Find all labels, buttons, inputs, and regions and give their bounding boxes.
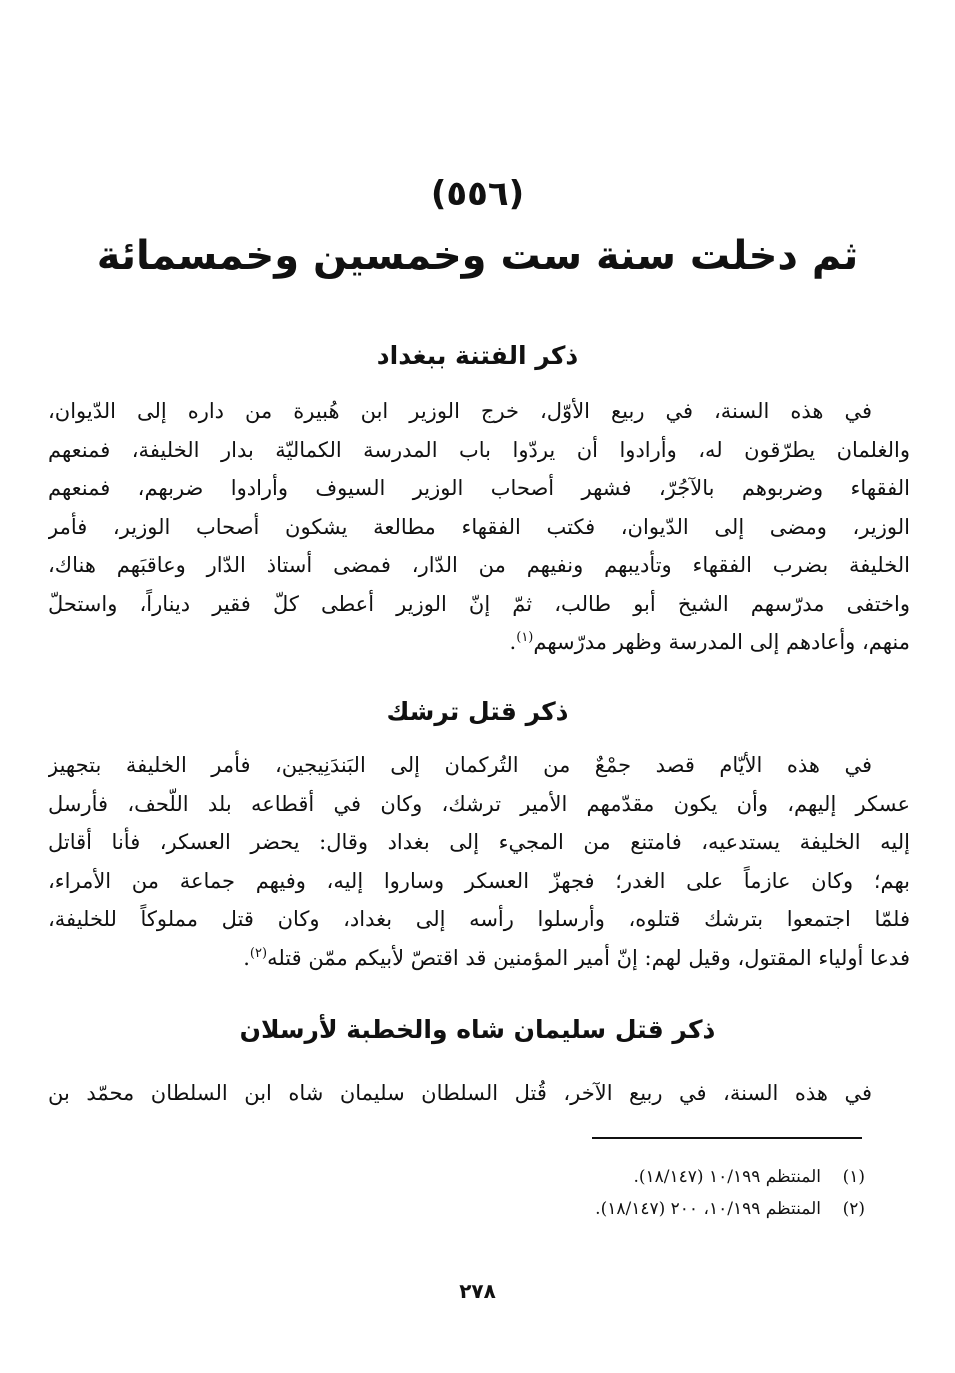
text-line: الخليفة بضرب الفقهاء وتأديبهم ونفيهم من الدّار، فمضى أستاذ الدّار وعاقبَهم هناك، xyxy=(48,553,910,577)
footnote-2 xyxy=(265,1194,865,1224)
section-paragraph-fitna xyxy=(48,392,910,662)
footnote-text: المنتظم ١٠/١٩٩ (١٨/١٤٧). xyxy=(633,1167,821,1187)
text-line: فدعا أولياء المقتول، وقيل لهم: إنّ أمير المؤمنين قد اقتصّ لأبيكم ممّن قتله xyxy=(267,945,910,970)
footnote-number: (٢) xyxy=(842,1199,865,1219)
footnote-reference: (٢) xyxy=(249,945,268,961)
text-line: فلمّا اجتمعوا بترشك قتلوه، وأرسلوا رأسه إلى بغداد، وكان قتل مملوكاً للخليفة، xyxy=(48,907,910,931)
page-number: ٢٧٨ xyxy=(459,1279,496,1303)
sentence-end: . xyxy=(243,945,250,970)
text-line: الفقهاء وضربوهم بالآجُرّ، فشهر أصحاب الوزير السيوف وأرادوا ضربهم، فمنعهم xyxy=(48,476,910,500)
footnote-divider xyxy=(592,1137,862,1139)
text-line: عسكر إليهم، وأن يكون مقدّمهم الأمير ترشك، وكان في أقطاعه بلد اللّحف، فأرسل xyxy=(48,791,910,816)
section-paragraph-sulayman-shah xyxy=(48,1074,910,1113)
text-line: الوزير، ومضى إلى الدّيوان، فكتب الفقهاء مطالعة يشكون أصحاب الوزير، فأمر xyxy=(48,514,910,539)
section-heading-tirshik: ذكر قتل ترشك xyxy=(386,697,569,726)
section-heading-sulayman-shah: ذكر قتل سليمان شاه والخطبة لأرسلان xyxy=(239,1015,716,1044)
year-title: ثم دخلت سنة ست وخمسين وخمسمائة xyxy=(96,233,859,279)
section-paragraph-tirshik xyxy=(48,746,910,977)
text-line: إليه الخليفة يستدعيه، فامتنع من المجيء إلى بغداد وقال: يحضر العسكر، فأنا أقاتل xyxy=(48,830,910,854)
text-line-last xyxy=(48,623,910,662)
text-line: بهم؛ وكان عازماً على الغدر؛ فجهزّ العسكر وساروا إليه، وفيهم جماعة من الأمراء، xyxy=(48,868,910,893)
footnote-text: المنتظم ١٠/١٩٩، ٢٠٠ (١٨/١٤٧). xyxy=(595,1199,821,1219)
text-line: واختفى مدرّسهم الشيخ أبو طالب، ثمّ إنّ الوزير أعطى كلّ فقير ديناراً، واستحلّ xyxy=(48,591,910,616)
text-line: في هذه السنة، في ربيع الآخر، قُتل السلطان سليمان شاه ابن السلطان محمّد بن xyxy=(48,1081,872,1105)
text-line: في هذه السنة، في ربيع الأوّل، خرج الوزير ابن هُبيرة من داره إلى الدّيوان، xyxy=(48,399,872,423)
footnote-1 xyxy=(265,1162,865,1192)
footnote-number: (١) xyxy=(842,1167,865,1187)
sentence-end: . xyxy=(509,630,517,654)
year-number: (٥٥٦) xyxy=(430,174,525,214)
text-line: في هذه الأيّام قصد جمْعٌ من التُركمان إلى البَندَنِيجين، فأمر الخليفة بتجهيز xyxy=(48,753,872,777)
section-heading-fitna: ذكر الفتنة ببغداد xyxy=(376,341,579,370)
text-line: والغلمان يطرّقون له، وأرادوا أن يردّوا باب المدرسة الكماليّة بدار الخليفة، فمنعهم xyxy=(48,437,910,462)
footnote-reference: (١) xyxy=(516,630,534,645)
text-line: منهم، وأعادهم إلى المدرسة وظهر مدرّسهم xyxy=(533,630,910,654)
text-line-last xyxy=(48,939,910,978)
